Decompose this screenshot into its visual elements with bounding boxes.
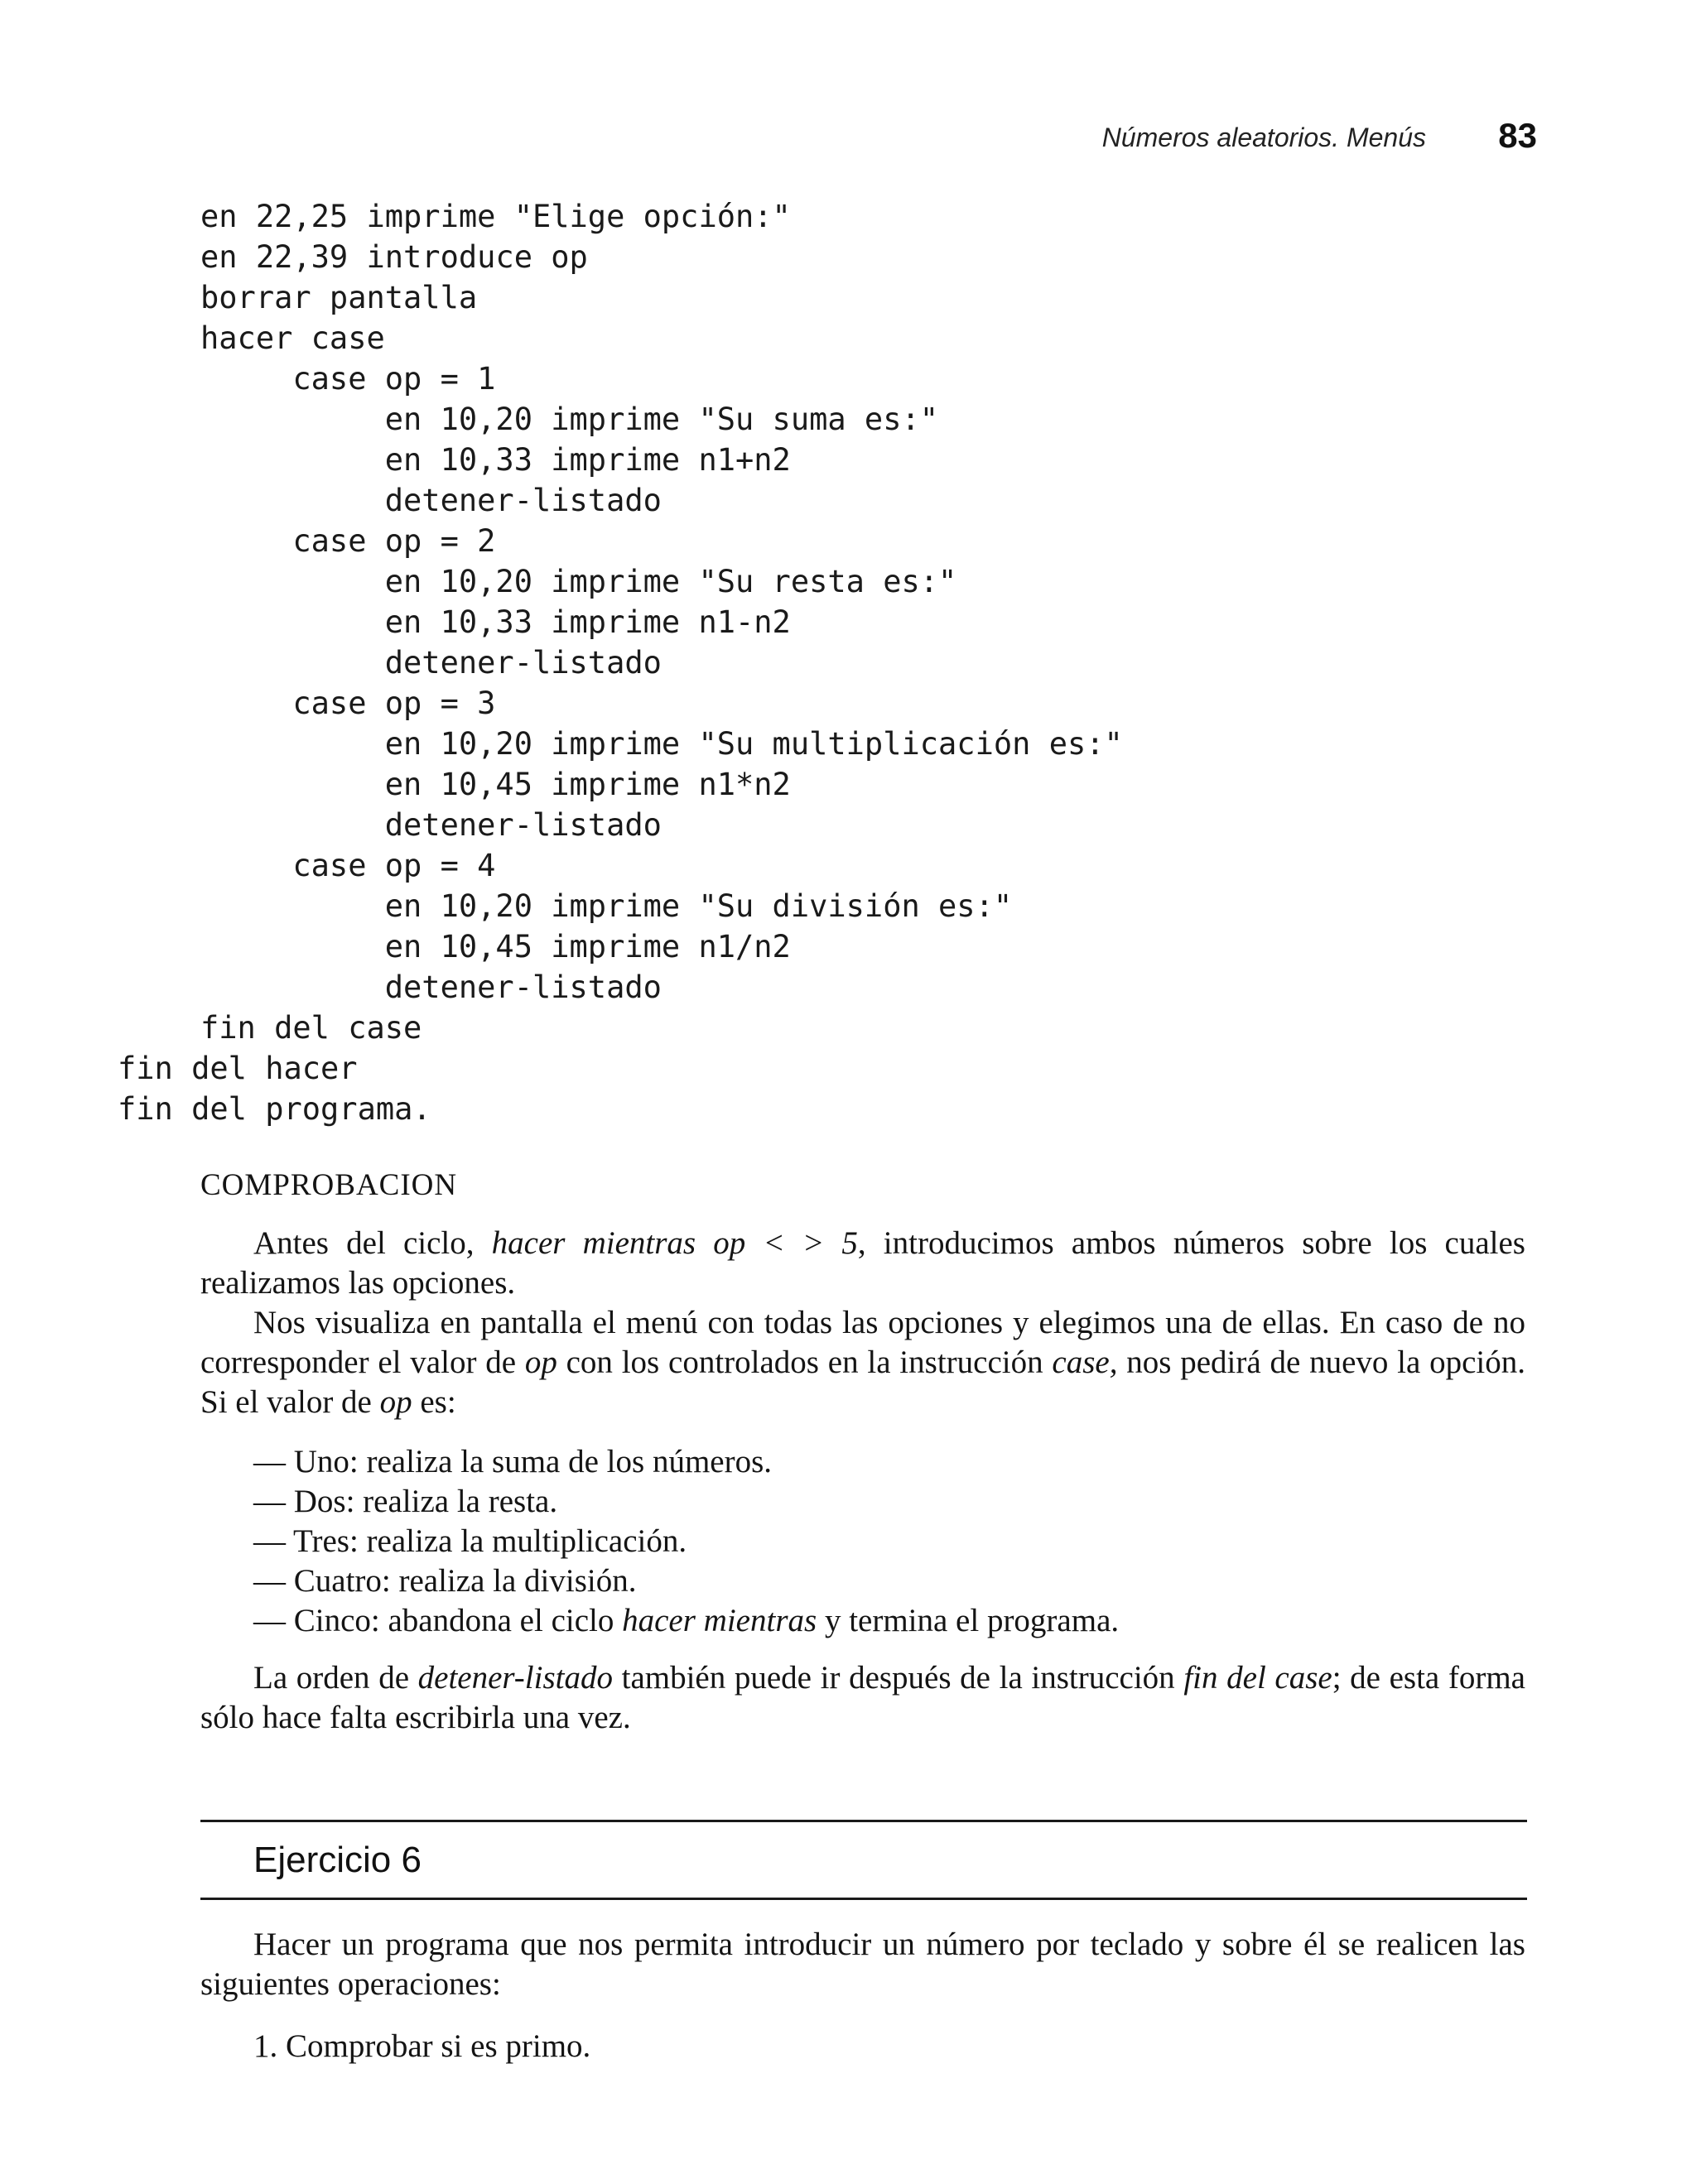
code-line: en 10,20 imprime "Su suma es:" bbox=[200, 402, 939, 437]
list-item: — Cuatro: realiza la división. bbox=[253, 1563, 637, 1599]
text-run: Antes del ciclo, bbox=[253, 1225, 492, 1261]
text-run: — Cinco: abandona el ciclo bbox=[253, 1603, 623, 1638]
code-line: hacer case bbox=[200, 320, 385, 356]
divider bbox=[200, 1820, 1527, 1822]
code-line: en 10,33 imprime n1-n2 bbox=[200, 604, 791, 640]
code-line: case op = 1 bbox=[200, 361, 496, 397]
list-item bbox=[253, 1601, 1578, 1641]
code-line: en 10,45 imprime n1*n2 bbox=[200, 767, 791, 802]
text-run: Nos visualiza en pantalla el menú con todas las opciones y elegimos una de ellas. En caso de no corresponder el valor de bbox=[200, 1305, 1525, 1380]
code-line: borrar pantalla bbox=[200, 280, 478, 315]
code-line: detener-listado bbox=[200, 645, 662, 681]
list-item: — Uno: realiza la suma de los números. bbox=[253, 1444, 772, 1479]
comprobacion-body bbox=[200, 1224, 1525, 1422]
page-number: 83 bbox=[1498, 116, 1537, 155]
text-run: también puede ir después de la instrucción bbox=[612, 1660, 1184, 1696]
italic-run: hacer mientras op < > 5 bbox=[491, 1225, 858, 1261]
exercise-list bbox=[253, 2027, 1578, 2066]
list-item: — Tres: realiza la multiplicación. bbox=[253, 1523, 687, 1559]
paragraph-1 bbox=[200, 1224, 1525, 1303]
italic-run: hacer mientras bbox=[622, 1603, 817, 1638]
exercise-statement bbox=[200, 1925, 1525, 2004]
option-list bbox=[253, 1442, 1578, 1641]
paragraph-2 bbox=[200, 1303, 1525, 1422]
text-run: con los controlados en la instrucción bbox=[556, 1345, 1053, 1380]
closing-paragraph bbox=[200, 1658, 1525, 1738]
code-line: fin del hacer bbox=[118, 1051, 358, 1086]
divider bbox=[200, 1898, 1527, 1900]
code-line: en 22,25 imprime "Elige opción:" bbox=[200, 199, 791, 234]
running-title: Números aleatorios. Menús bbox=[1101, 123, 1426, 152]
italic-run: fin del case bbox=[1183, 1660, 1332, 1696]
italic-run: op bbox=[524, 1345, 557, 1380]
italic-run: op bbox=[379, 1384, 412, 1420]
code-line: case op = 2 bbox=[200, 523, 496, 559]
code-line: en 10,20 imprime "Su división es:" bbox=[200, 888, 1013, 924]
code-listing bbox=[118, 196, 1123, 1129]
code-line: detener-listado bbox=[200, 969, 662, 1005]
code-line: detener-listado bbox=[200, 483, 662, 518]
text-run: y termina el programa. bbox=[817, 1603, 1120, 1638]
code-line: en 10,20 imprime "Su resta es:" bbox=[200, 564, 957, 599]
paragraph-4: Hacer un programa que nos permita introducir un número por teclado y sobre él se realicen las siguientes operaciones: bbox=[200, 1927, 1525, 2002]
code-line: fin del programa. bbox=[118, 1091, 431, 1127]
section-title: COMPROBACION bbox=[200, 1168, 458, 1202]
text-run: nos pedirá de nuevo la opción. Si el valor de bbox=[200, 1345, 1525, 1420]
code-line: case op = 3 bbox=[200, 686, 496, 721]
italic-run: case, bbox=[1052, 1345, 1118, 1380]
text-run: ; de esta forma sólo hace falta escribirla una vez. bbox=[200, 1660, 1525, 1735]
list-item: 1. Comprobar si es primo. bbox=[253, 2028, 591, 2064]
paragraph-3 bbox=[200, 1658, 1525, 1738]
text-run: es: bbox=[412, 1384, 456, 1420]
code-line: case op = 4 bbox=[200, 848, 496, 883]
code-line: en 22,39 introduce op bbox=[200, 239, 588, 275]
code-line: en 10,45 imprime n1/n2 bbox=[200, 929, 791, 965]
text-run: La orden de bbox=[253, 1660, 418, 1696]
code-line: en 10,33 imprime n1+n2 bbox=[200, 442, 791, 478]
code-line: en 10,20 imprime "Su multiplicación es:" bbox=[200, 726, 1123, 762]
code-line: detener-listado bbox=[200, 807, 662, 843]
text-run: , introducimos ambos números sobre los cuales realizamos las opciones. bbox=[200, 1225, 1525, 1301]
code-line: fin del case bbox=[200, 1010, 422, 1046]
exercise-title: Ejercicio 6 bbox=[253, 1840, 422, 1880]
italic-run: detener-listado bbox=[417, 1660, 613, 1696]
list-item: — Dos: realiza la resta. bbox=[253, 1484, 558, 1519]
